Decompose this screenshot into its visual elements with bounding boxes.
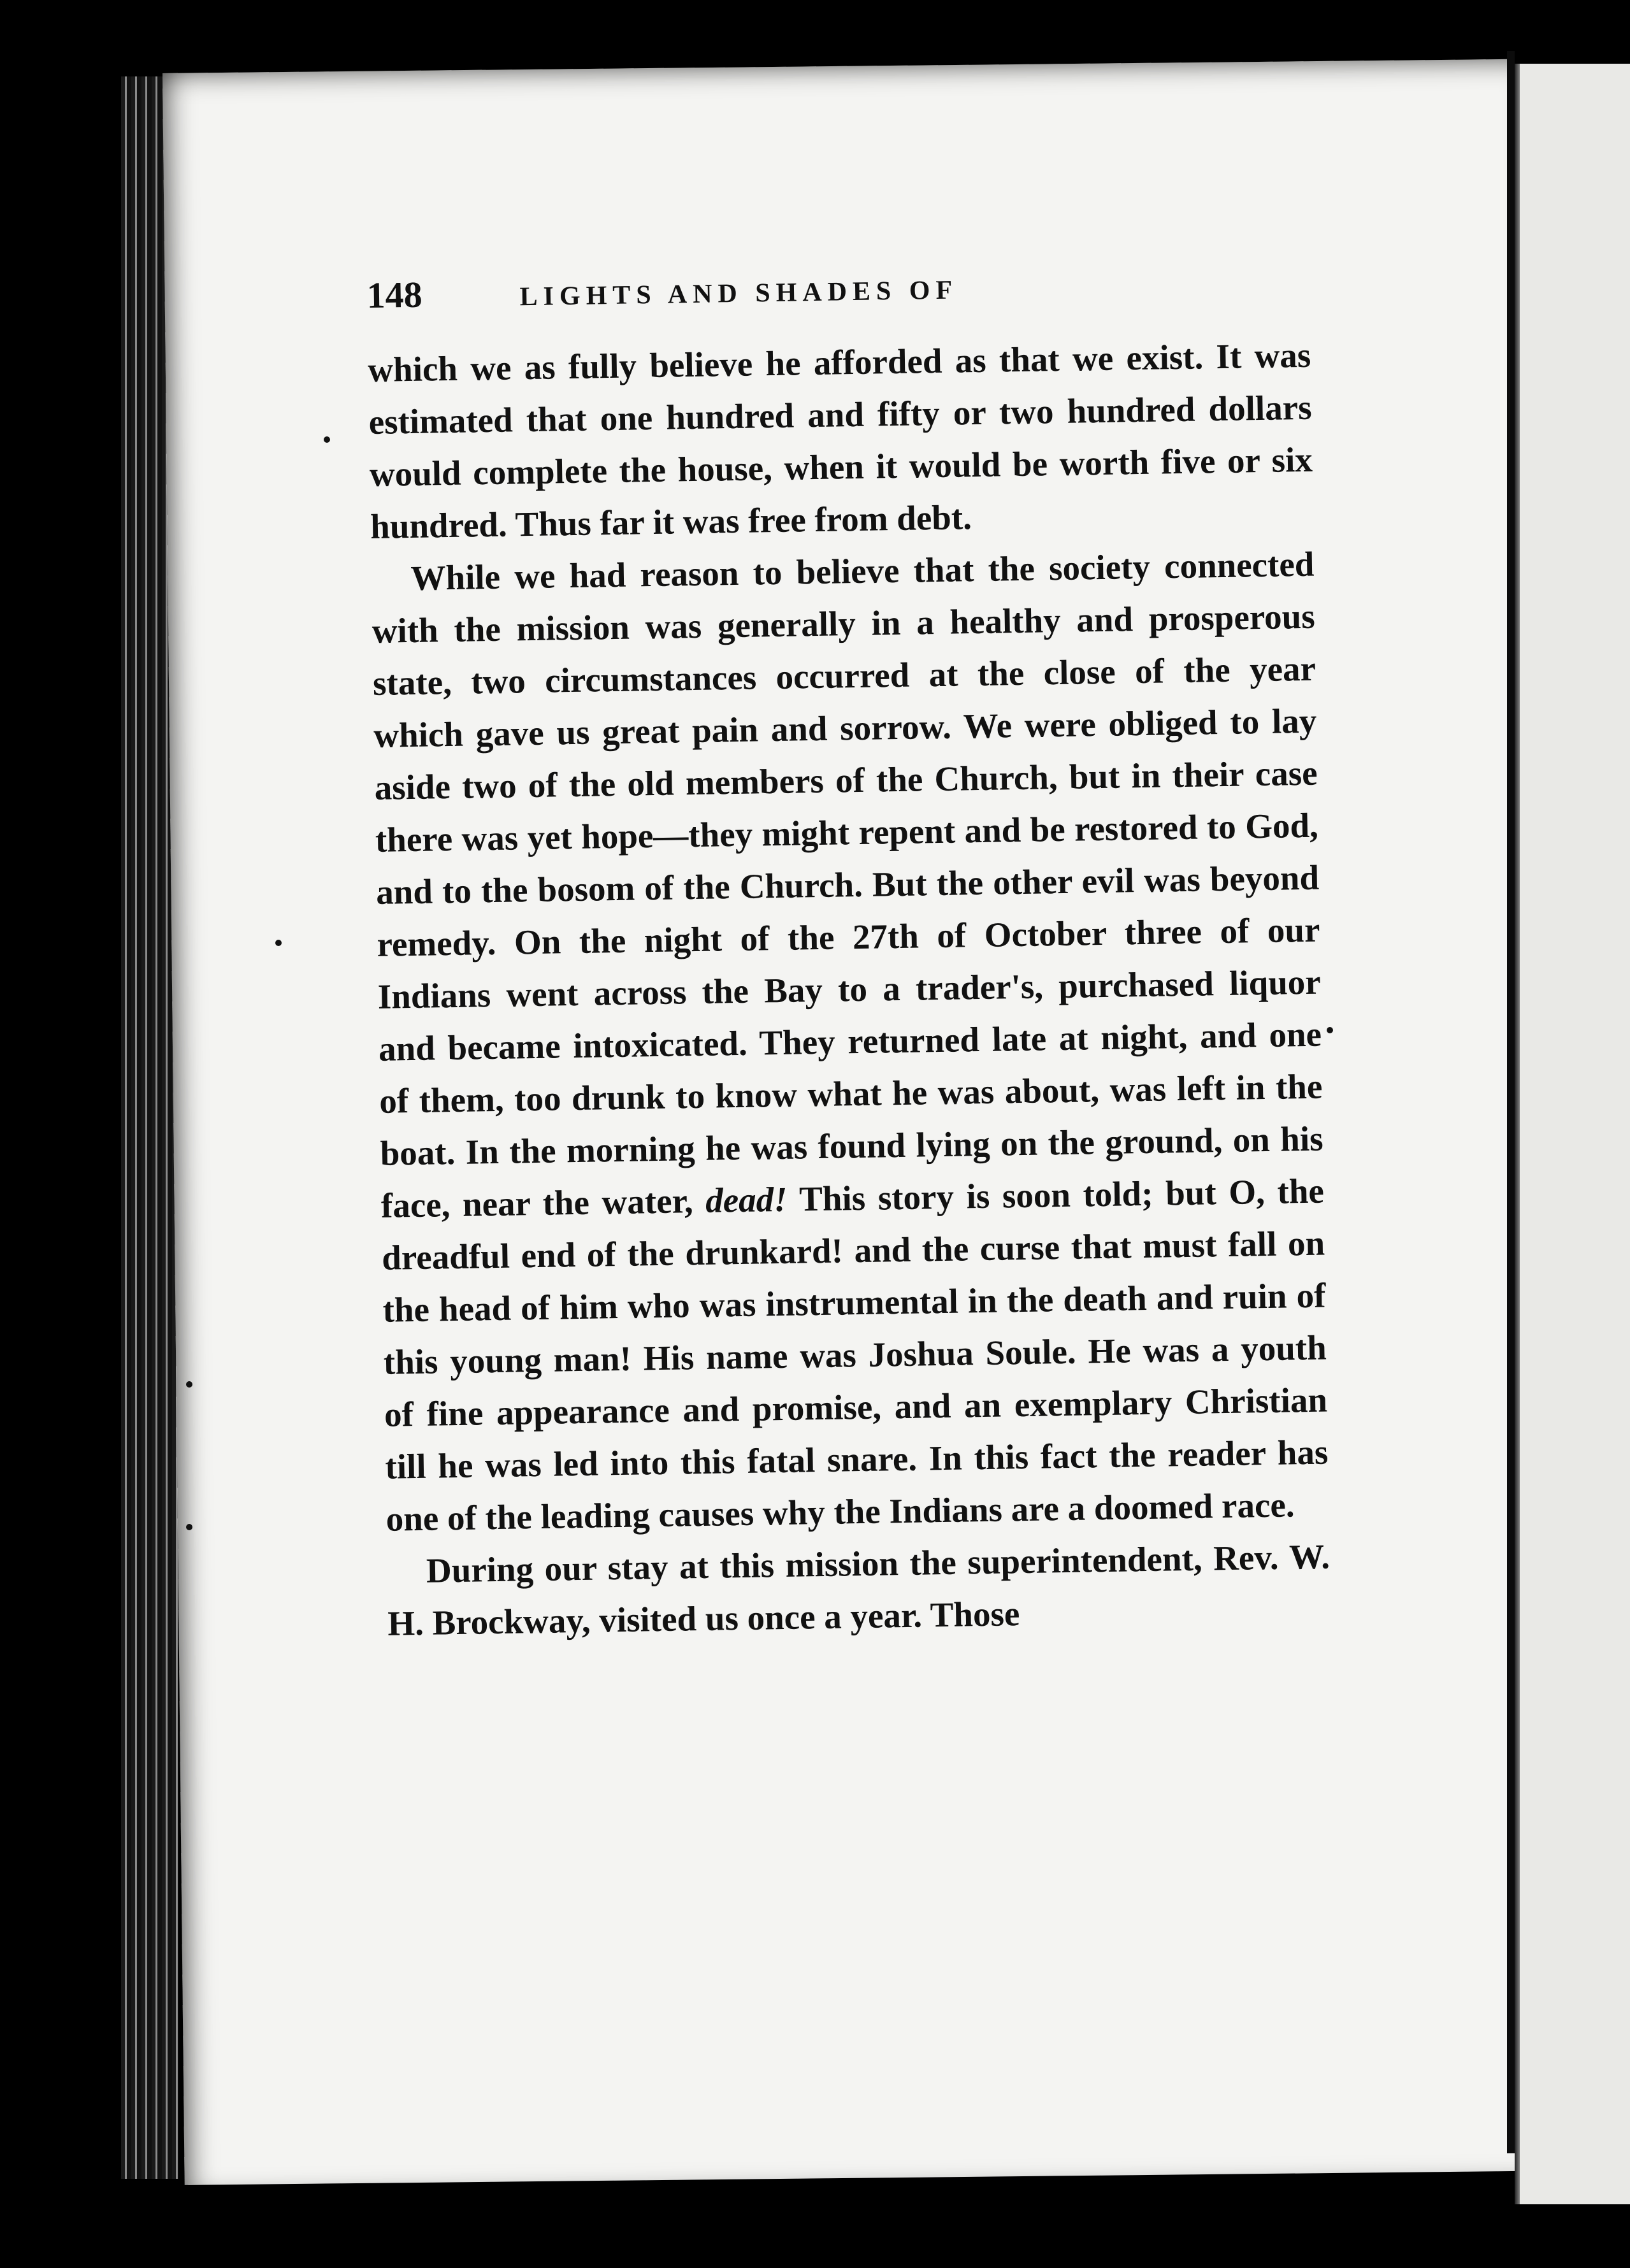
ink-speck: [186, 1381, 192, 1388]
running-head-title: LIGHTS AND SHADES OF: [519, 275, 958, 312]
ink-speck: [186, 1524, 192, 1530]
page-number: 148: [366, 273, 423, 316]
paragraph-text-before-emphasis: While we had reason to believe that the society connected with the mission was generally in a healthy and prosperous state, two circumstances occurred at the close of the year which gave us great pain and sorrow. We were obliged to lay aside two of the old members of the Church, but in their case there was yet hope—they might repent and be restored to God, and to the bosom of the Church. But the other evil was beyond remedy. On the night of the 27th of October three of our Indians went across the Bay to a trader's, purchased liquor and became intoxicated. They returned late at night, and one of them, too drunk to know what he was about, was left in the boat. In the morning he was found lying on the ground, on his face, near the water,: [371, 544, 1323, 1225]
ink-speck: [275, 940, 282, 946]
paragraph-continuation: which we as fully believe he afforded as that we exist. It was estimated that one hundred and fifty or two hundred dollars would complete the house, when it would be worth five or six hundred. Thus far it was free from debt.: [367, 335, 1313, 546]
page-fold-line: [1507, 51, 1515, 2153]
paragraph-superintendent: During our stay at this mission the superintendent, Rev. W. H. Brockway, visited us once a year. Those: [387, 1537, 1331, 1643]
facing-page: [1520, 64, 1630, 2204]
paragraph-text-after-emphasis: This story is soon told; but O, the dreadful end of the drunkard! and the curse that must fall on the head of him who was instrumental in the death and ruin of this young man! His name was Joshua Soule. He was a youth of fine appearance and promise, and an exemplary Christian till he was led into this fatal snare. In this fact the reader has one of the leading causes why the Indians are a doomed race.: [381, 1171, 1329, 1539]
page-text-block: [366, 259, 1331, 1650]
emphasized-word: dead!: [705, 1179, 788, 1220]
ink-speck: [1327, 1027, 1333, 1033]
paragraph-mission-events: [371, 538, 1329, 1546]
ink-speck: [324, 436, 330, 443]
